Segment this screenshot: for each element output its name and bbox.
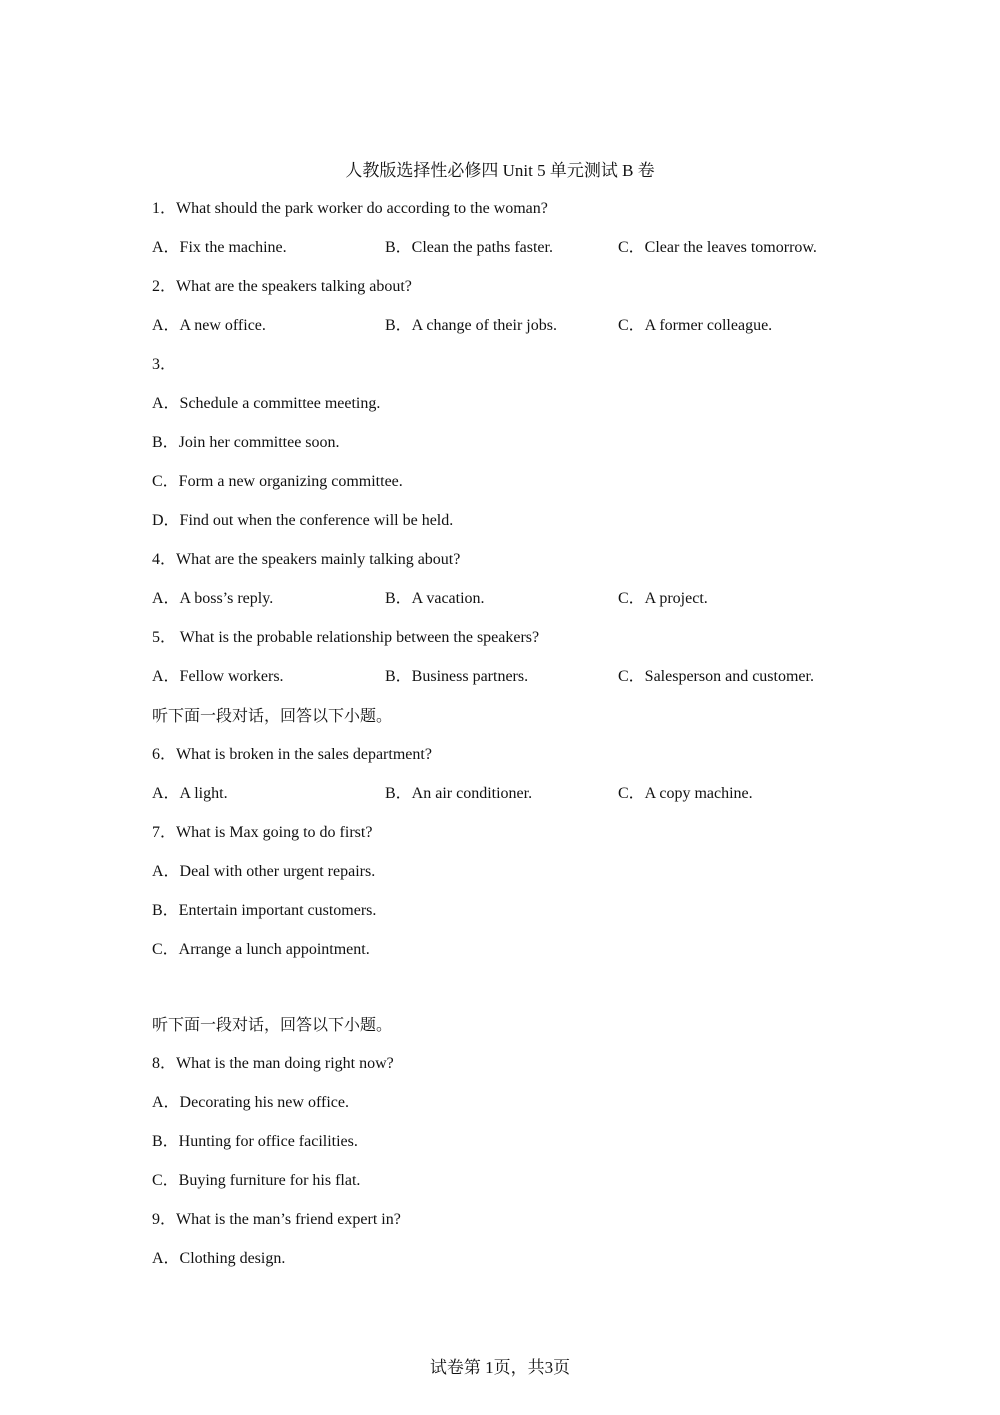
option-row — [152, 781, 852, 820]
option-row — [152, 235, 852, 274]
answer-option: B．A vacation. — [385, 590, 485, 607]
question-stem: 8．What is the man doing right now? — [152, 1055, 394, 1072]
answer-option: A．Fellow workers. — [152, 668, 284, 685]
option-row — [152, 313, 852, 352]
answer-option: A．Clothing design. — [152, 1250, 286, 1267]
question-stem: 7．What is Max going to do first? — [152, 824, 373, 841]
answer-option: C．Arrange a lunch appointment. — [152, 941, 370, 958]
answer-option: A．A light. — [152, 785, 228, 802]
answer-option: C．Buying furniture for his flat. — [152, 1172, 361, 1189]
answer-option: A．A boss’s reply. — [152, 590, 274, 607]
answer-option: C．A former colleague. — [618, 317, 773, 334]
question-stem: 4．What are the speakers mainly talking about? — [152, 551, 461, 568]
answer-option: A．Deal with other urgent repairs. — [152, 863, 376, 880]
answer-option: C．A project. — [618, 590, 708, 607]
question-stem: 5． What is the probable relationship between the speakers? — [152, 629, 540, 646]
section-instruction: 听下面一段对话，回答以下小题。 — [152, 706, 393, 725]
answer-option: C．Form a new organizing committee. — [152, 473, 403, 490]
question-stem: 2．What are the speakers talking about? — [152, 278, 412, 295]
answer-option: B．A change of their jobs. — [385, 317, 557, 334]
question-stem: 1．What should the park worker do according to the woman? — [152, 200, 548, 217]
answer-option: B．Business partners. — [385, 668, 529, 685]
answer-option: A．Schedule a committee meeting. — [152, 395, 381, 412]
answer-option: B．An air conditioner. — [385, 785, 533, 802]
answer-option: D．Find out when the conference will be held. — [152, 512, 454, 529]
question-stem: 3． — [152, 356, 177, 373]
answer-option: C．Salesperson and customer. — [618, 668, 814, 685]
answer-option: B．Entertain important customers. — [152, 902, 377, 919]
answer-option: B．Clean the paths faster. — [385, 239, 553, 256]
question-list — [152, 196, 852, 1285]
answer-option: B．Join her committee soon. — [152, 434, 340, 451]
answer-option: A．Decorating his new office. — [152, 1094, 349, 1111]
answer-option: B．Hunting for office facilities. — [152, 1133, 358, 1150]
answer-option: A．A new office. — [152, 317, 266, 334]
page-footer: 试卷第 1页，共3页 — [429, 1358, 571, 1377]
section-instruction: 听下面一段对话，回答以下小题。 — [152, 1015, 393, 1034]
option-row — [152, 664, 852, 703]
page-title: 人教版选择性必修四 Unit 5 单元测试 B 卷 — [345, 161, 655, 180]
answer-option: A．Fix the machine. — [152, 239, 287, 256]
answer-option: C．Clear the leaves tomorrow. — [618, 239, 817, 256]
option-row — [152, 586, 852, 625]
question-stem: 6．What is broken in the sales department? — [152, 746, 432, 763]
question-stem: 9．What is the man’s friend expert in? — [152, 1211, 401, 1228]
answer-option: C．A copy machine. — [618, 785, 753, 802]
